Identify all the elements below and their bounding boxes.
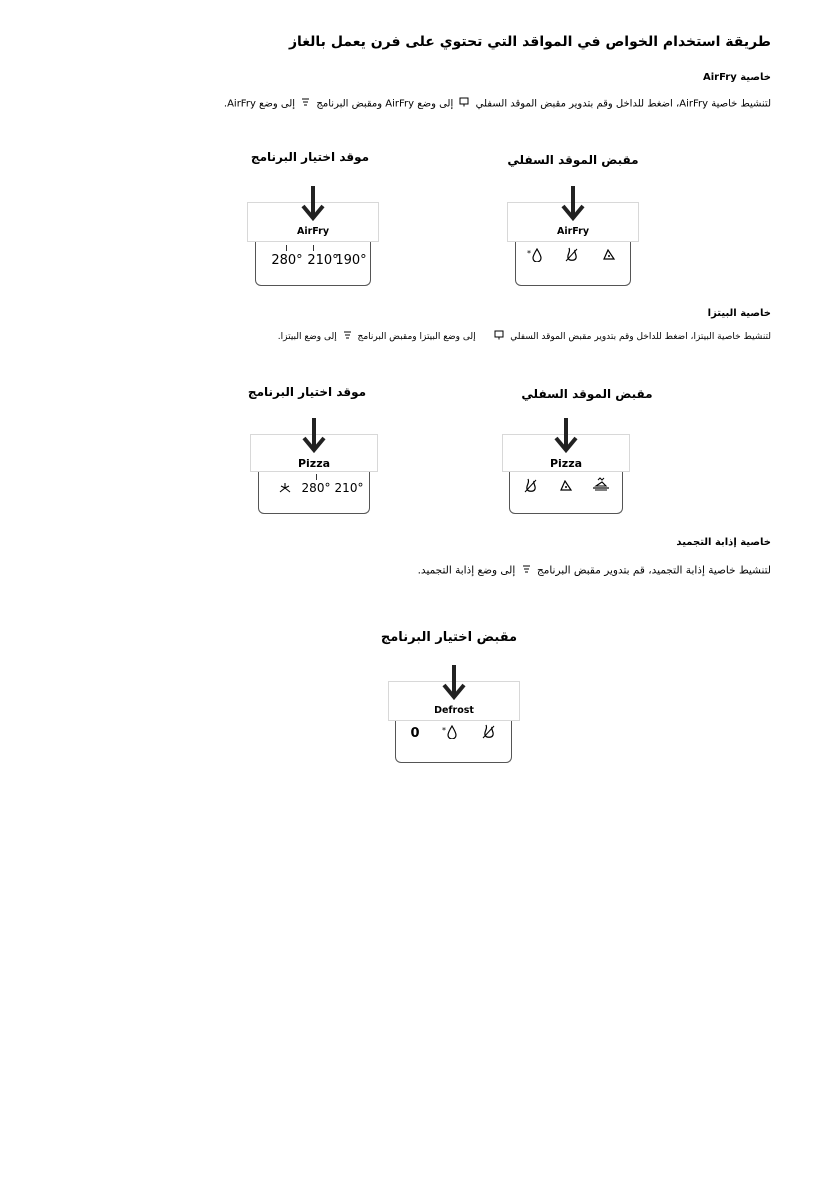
oven-bottom-icon [494,330,504,343]
label-bottom-burner-knob: مقبض الموقد السفلي [521,387,653,401]
arrow-down-icon [560,186,586,224]
instruction-text: إلى وضع إذابة التجميد. [417,564,516,577]
label-program-knob: موقد اختيار البرنامج [250,150,370,164]
instruction-text: إلى وضع AirFry ومقبض البرنامج [316,98,454,110]
dial-caption: AirFry [293,225,333,238]
grill-icon [592,477,610,493]
label-program-knob: مقبض اختيار البرنامج [380,630,518,645]
arrow-down-icon [441,665,467,703]
program-dial-defrost [388,681,520,763]
temperature-value: 280° [271,252,303,268]
defrost-drop-icon [442,725,458,739]
instruction-text: لتنشيط خاصية AirFry، اضغط للداخل وقم بتدوير مقبض الموقد السفلي [475,98,771,110]
temperature-value: 210° [334,481,364,495]
fan-star-icon [278,481,292,495]
position-value: 0 [410,725,420,741]
flame-icon [482,724,496,739]
section-heading-airfry: خاصية AirFry [702,72,771,83]
label-program-knob: موقد اختيار البرنامج [247,385,367,399]
label-bottom-burner-knob: مقبض الموقد السفلي [507,153,639,167]
dial-caption: Pizza [294,456,334,471]
program-lines-icon [301,97,310,110]
bottom-burner-dial-pizza [502,434,630,514]
program-lines-icon [522,564,531,577]
oven-bottom-icon [459,97,469,110]
dial-caption: Defrost [430,704,478,717]
svg-text:*: * [442,726,446,735]
temperature-value: 280° [301,481,331,495]
section-heading-defrost: خاصية إذابة التجميد [676,537,771,548]
arrow-down-icon [301,418,327,456]
pizza-slice-icon [559,480,573,492]
flame-icon [524,478,538,493]
instruction-text: إلى وضع البيتزا ومقبض البرنامج [357,332,476,342]
program-lines-icon [343,330,352,343]
pizza-slice-icon [602,249,616,261]
arrow-down-icon [553,418,579,456]
page-title: طريقة استخدام الخواص في المواقد التي تحتوي على فرن يعمل بالغاز [288,34,771,50]
instruction-text: لتنشيط خاصية البيتزا، اضغط للداخل وقم بتدوير مقبض الموقد السفلي [510,332,771,342]
instruction-pizza [278,330,771,343]
temperature-value: 190° [335,252,367,268]
program-dial-pizza [250,434,378,514]
instruction-airfry [224,97,771,110]
flame-icon [565,247,579,262]
instruction-text: إلى وضع البيتزا. [277,332,337,342]
program-dial-airfry [247,202,379,286]
section-heading-pizza: خاصية البيتزا [707,308,771,319]
arrow-down-icon [300,186,326,224]
instruction-text: إلى وضع AirFry. [223,98,296,110]
dial-caption: Pizza [546,456,586,471]
dial-caption: AirFry [553,225,593,238]
defrost-drop-icon [527,248,543,262]
svg-text:*: * [527,249,531,258]
instruction-text: لتنشيط خاصية إذابة التجميد، قم بتدوير مقبض البرنامج [536,564,771,577]
bottom-burner-dial-airfry [507,202,639,286]
temperature-value: 210° [307,252,339,268]
instruction-defrost [418,564,771,577]
